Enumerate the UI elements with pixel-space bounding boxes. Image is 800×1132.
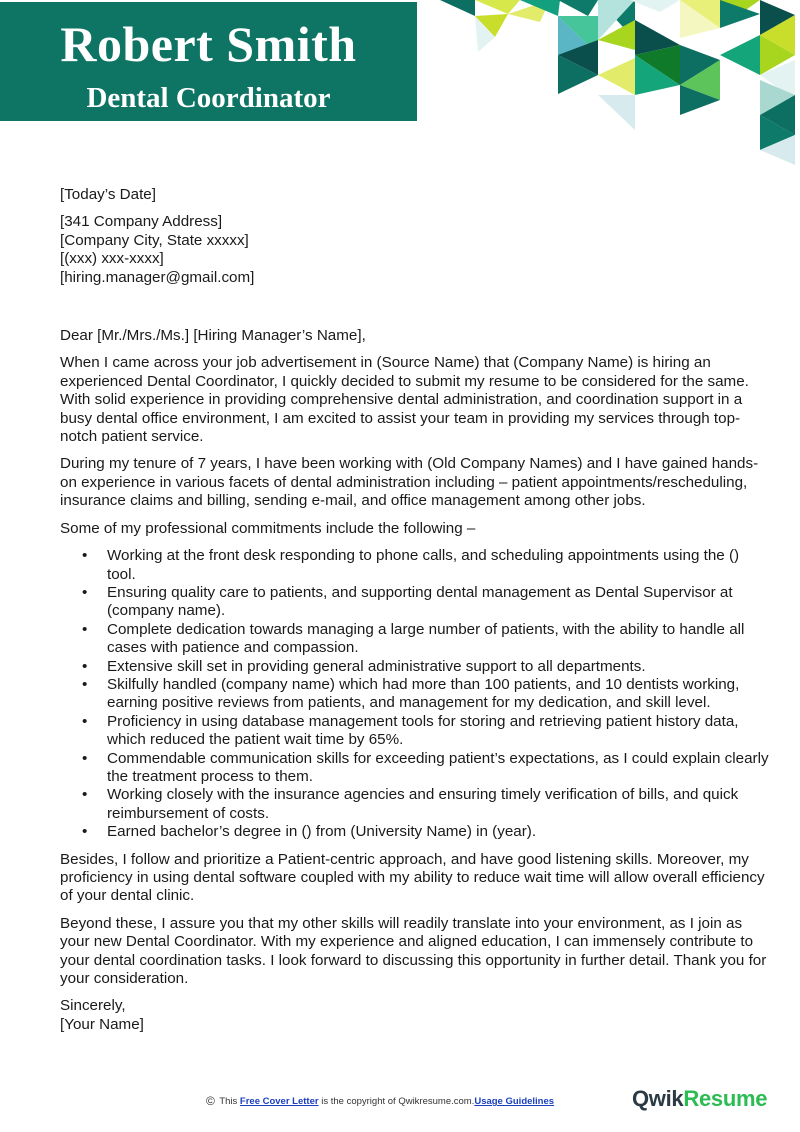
address-line: [(xxx) xxx-xxxx] <box>60 250 164 268</box>
commitments-list <box>60 547 770 842</box>
free-cover-letter-link[interactable]: Free Cover Letter <box>239 1096 319 1107</box>
bullet-icon: • <box>82 620 88 638</box>
bullet-icon: • <box>82 657 88 675</box>
letter-date: [Today’s Date] <box>60 186 156 203</box>
final-paragraph: Beyond these, I assure you that my other skills will readily translate into your environment, as I join as your new Dental Coordinator. With my experience and aligned education, I can immensely contribute to your dental coordination tasks. I look forward to discussing this opportunity in further detail. Thank you for your consideration. <box>60 914 767 988</box>
bullet-icon: • <box>82 675 88 693</box>
list-item: • Ensuring quality care to patients, and supporting dental management as Dental Supervisor at (company name). <box>82 583 733 620</box>
commitments-intro: Some of my professional commitments include the following – <box>60 519 476 537</box>
list-item: • Complete dedication towards managing a large number of patients, with the ability to handle all cases with patience and compassion. <box>82 620 745 657</box>
address-line: [hiring.manager@gmail.com] <box>60 268 255 286</box>
list-item: • Extensive skill set in providing general administrative support to all departments. <box>82 657 646 675</box>
closing-paragraph: Besides, I follow and prioritize a Patient-centric approach, and have good listening skills. Moreover, my proficiency in using dental software coupled with my ability to reduce wait time will allow overall efficiency of your dental clinic. <box>60 850 765 905</box>
copyright-notice: © This Free Cover Letter is the copyright of Qwikresume.com.Usage Guidelines <box>206 1094 555 1108</box>
signoff: Sincerely, <box>60 997 126 1015</box>
signature: [Your Name] <box>60 1015 144 1033</box>
header-banner <box>0 2 417 121</box>
recipient-address <box>60 213 770 287</box>
salutation: Dear [Mr./Mrs./Ms.] [Hiring Manager’s Name], <box>60 327 366 345</box>
letter-body <box>60 186 770 1034</box>
intro-paragraph: When I came across your job advertisement in (Source Name) that (Company Name) is hiring an experienced Dental Coordinator, I quickly decided to submit my resume to be considered for the same. With solid experience in providing comprehensive dental administration, and coordination support in a busy dental office environment, I am excited to assist your team in providing my services through top-notch patient service. <box>60 354 749 446</box>
experience-paragraph: During my tenure of 7 years, I have been working with (Old Company Names) and I have gained hands-on experience in various facets of dental administration including – patient appointments/rescheduling, insurance claims and billing, sending e-mail, and office management among other jobs. <box>60 455 759 510</box>
list-item: • Earned bachelor’s degree in () from (University Name) in (year). <box>82 823 537 841</box>
bullet-icon: • <box>82 712 88 730</box>
geometric-triangle-pattern <box>430 0 800 170</box>
bullet-icon: • <box>82 749 88 767</box>
applicant-name: Robert Smith <box>60 16 357 72</box>
copyright-icon: © <box>206 1094 215 1108</box>
bullet-icon: • <box>82 583 88 601</box>
list-item: • Proficiency in using database management tools for storing and retrieving patient history data, which reduced the patient wait time by 65%. <box>82 712 739 749</box>
address-line: [Company City, State xxxxx] <box>60 231 249 249</box>
bullet-icon: • <box>82 786 88 804</box>
qwikresume-logo: QwikResume <box>632 1086 768 1111</box>
list-item: • Skilfully handled (company name) which had more than 100 patients, and 10 dentists working, earning positive reviews from patients, and management for my dedication, and skill level. <box>82 675 740 712</box>
job-title: Dental Coordinator <box>86 82 331 114</box>
list-item: • Commendable communication skills for exceeding patient’s expectations, as I could explain clearly the treatment process to them. <box>82 749 769 785</box>
bullet-icon: • <box>82 547 88 565</box>
bullet-icon: • <box>82 823 88 841</box>
list-item: • Working closely with the insurance agencies and ensuring timely verification of bills, and quick reimbursement of costs. <box>82 786 739 822</box>
address-line: [341 Company Address] <box>60 213 223 231</box>
usage-guidelines-link[interactable]: Usage Guidelines <box>474 1096 555 1107</box>
list-item: • Working at the front desk responding to phone calls, and scheduling appointments using the () tool. <box>82 547 740 583</box>
